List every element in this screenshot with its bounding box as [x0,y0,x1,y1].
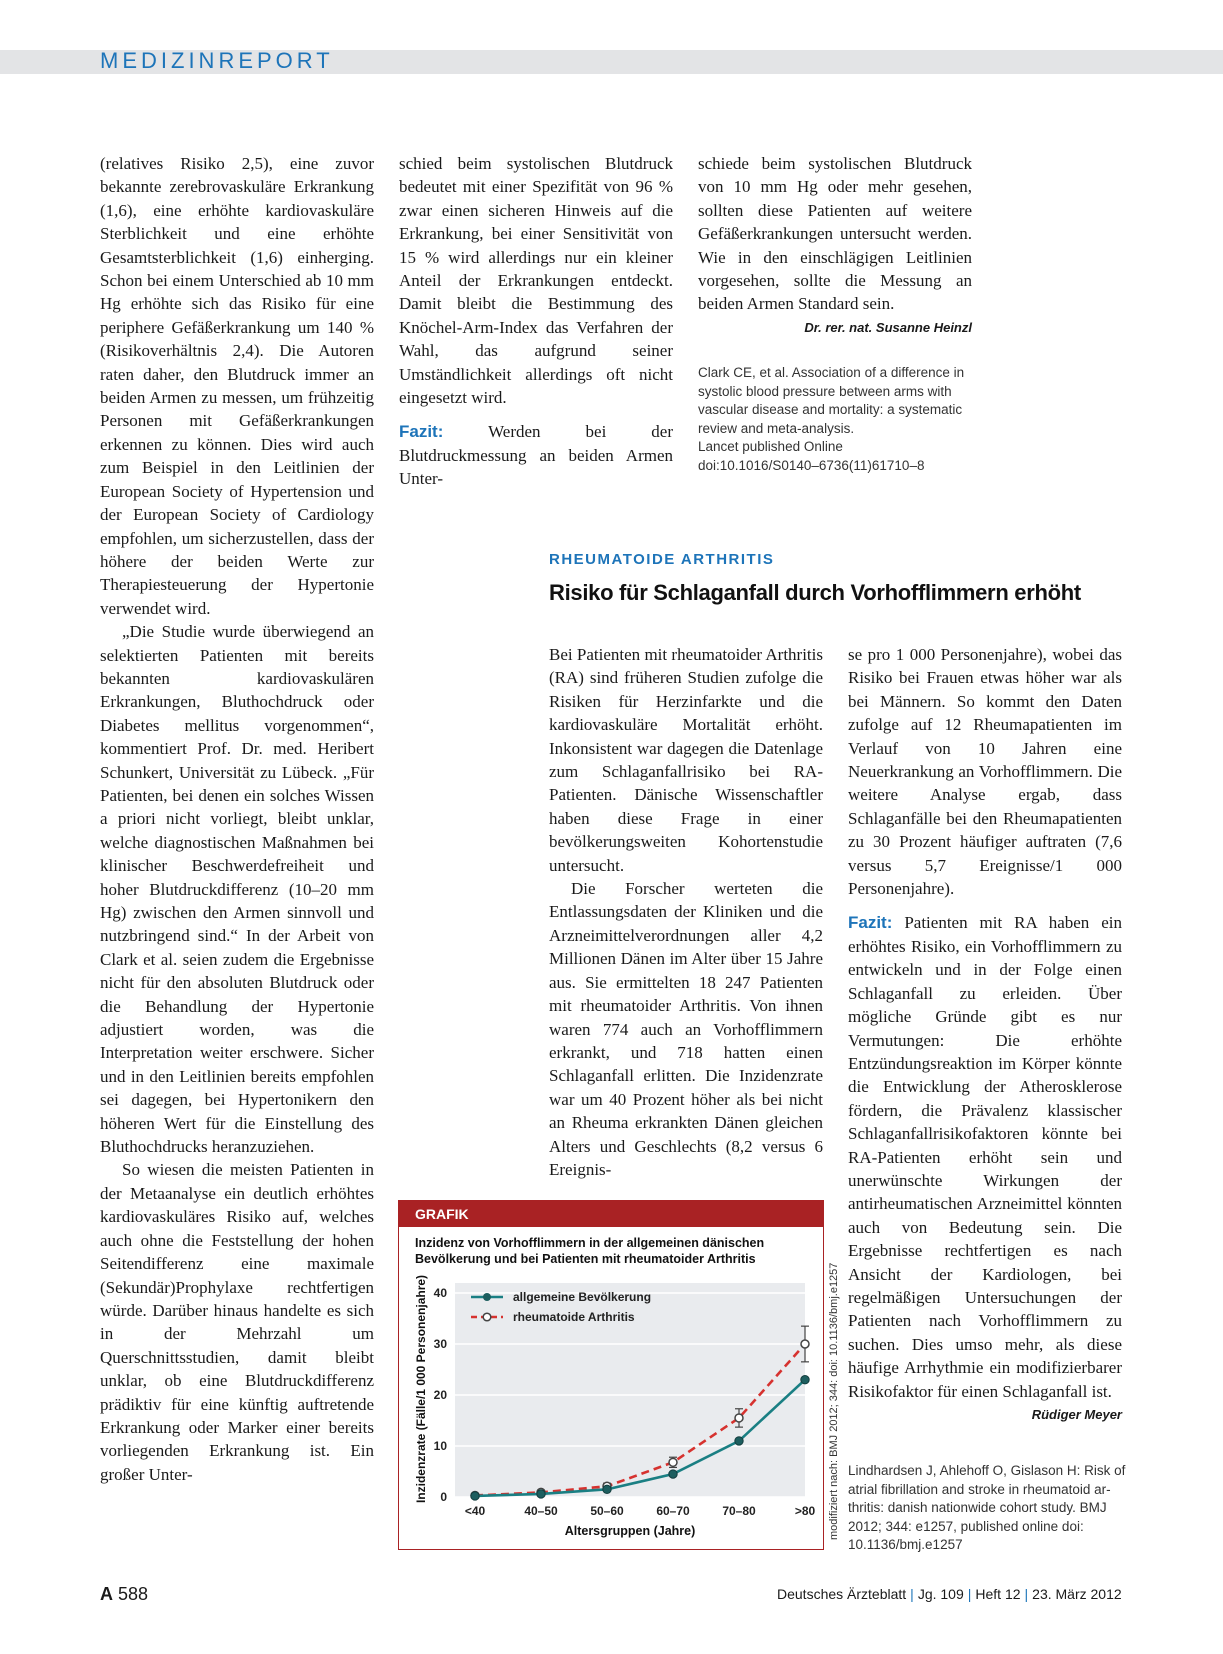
fazit-text: Patienten mit RA haben ein erhöhtes Risiko, ein Vorhofflimmern zu entwickeln und in der Folge einen Schlaganfall zu erleiden. Über mögliche Gründe gibt es nur Vermutungen: Die erhöhte Entzündungsreaktion im Körper könnte die Entwicklung der Atherosklerose fördern, die Prävalenz klassischer Schlaganfallrisikofaktoren könnte bei RA-Patienten erhöht sein und unerwünschte Wirkungen der antirheumatischen Arzneimittel könnten auch von Bedeutung sein. Die Ergebnisse rechtfertigen es nach Ansicht der Kardiologen, bei regelmäßigen Untersuchungen der Patienten nach Vorhofflimmern zu suchen. Dies umso mehr, als diese häufige Arrhythmie ein modifizierbarer Risikofaktor für einen Schlaganfall ist. [848,913,1123,1401]
x-tick-label: >80 [794,1504,816,1518]
graphic-title: Inzidenz von Vorhofflimmern in der allgemeinen dänischen Bevölkerung und bei Patienten mit rheumatoider Arthritis [415,1236,765,1266]
paragraph: Bei Patienten mit rheumatoider Arthritis (RA) sind früheren Studien zufolge die Risiken für Herzinfarkte und die kardiovaskuläre Mortalität erhöht. Inkonsistent war dagegen die Datenlage zum Schlaganfallrisiko bei RA-Patienten. Dänische Wissenschaftler haben diese Frage in einer bevölkerungsweiten Kohortenstudie untersucht. [549,645,823,875]
author-signature: Rüdiger Meyer [1031,1407,1122,1422]
reference-line: Lancet published Online [698,439,843,454]
footer-separator: | [1024,1586,1029,1602]
y-tick-label: 20 [433,1388,447,1402]
y-tick-label: 30 [433,1337,447,1351]
page-number-value: 588 [118,1584,149,1604]
paragraph-text: schiede beim systolischen Blutdruck von 10 mm Hg oder mehr gesehen, sollten diese Patienten auf weitere Gefäßerkrankungen untersucht werden. Wie in den einschlägigen Leitlinien vorgesehen, sollte die Messung an beiden Armen Standard sein. [698,154,972,314]
graphic-box [398,1200,824,1550]
legend-label: allgemeine Bevölkerung [513,1290,652,1304]
journal-name: Deutsches Ärzteblatt [777,1586,907,1602]
graphic-source-note: modifiziert nach: BMJ 2012; 344: doi: 10.1136/bmj.e1257 [828,1262,840,1540]
x-tick-label: 50–60 [590,1504,624,1518]
data-point [603,1485,611,1493]
legend-marker [483,1313,491,1321]
journal-date: 23. März 2012 [1032,1586,1122,1602]
x-tick-label: 60–70 [656,1504,690,1518]
paragraph: (relatives Risiko 2,5), eine zuvor bekannte zerebrovaskuläre Erkrankung (1,6), eine erhöhte kardiovaskuläre Sterblichkeit und eine erhöhte Gesamtsterblichkeit (1,6) einherging. Schon bei einem Unterschied ab 10 mm Hg erhöhte sich das Risiko für eine periphere Gefäßerkrankung um 140 % (Risikoverhältnis 2,4). Die Autoren raten daher, den Blutdruck immer an beiden Armen zu messen, um frühzeitig Personen mit Gefäßerkrankungen erkennen zu können. Dies wird auch zum Beispiel in den Leitlinien der European Society of Hypertension und der European Society of Cardiology empfohlen, um sicherzustellen, dass der höhere der beiden Werte zur Therapiesteuerung der Hypertonie verwendet wird. [100,154,374,618]
paragraph: Die Forscher werteten die Entlassungsdaten der Kliniken und die Arzneimittelverordnungen aller 4,2 Millionen Dänen im Alter über 15 Jahre aus. Sie ermittelten 18 247 Patienten mit rheumatoider Arthritis. Von ihnen waren 774 auch an Vorhofflimmern erkrankt, und 718 hatten einen Schlaganfall erlitten. Die Inzidenzrate war um 40 Prozent höher als bei nicht an Rheuma erkrankten Dänen gleichen Alters und Geschlechts (8,2 versus 6 Ereignis- [549,879,823,1179]
journal-volume: Jg. 109 [917,1586,964,1602]
reference-line: 10.1136/bmj.e1257 [848,1537,963,1552]
page-number [100,1584,148,1605]
data-point [801,1376,809,1384]
reference-line: vascular disease and mortality: a systematic [698,402,963,417]
fazit-paragraph [399,420,673,490]
y-tick-label: 10 [433,1439,447,1453]
section-name: MEDIZINREPORT [100,48,334,73]
reference-line: 2012; 344: e1257, published online doi: [848,1518,1084,1534]
fazit-label: Fazit: [848,913,893,933]
reference-line: Clark CE, et al. Association of a difference in [698,365,965,380]
reference-line: review and meta-analysis. [698,420,855,436]
x-tick-label: <40 [464,1504,486,1518]
article2-column-b [848,643,1122,1426]
data-point [669,1458,677,1466]
legend-label: rheumatoide Arthritis [513,1310,635,1324]
column-2 [399,152,673,491]
paragraph: se pro 1 000 Personenjahre), wobei das Risiko bei Frauen etwas höher war als bei Männern. So kommt den Daten zufolge auf 12 Rheumapatienten im Verlauf von 10 Jahren eine Neuerkrankung an Vorhofflimmern. Die weitere Analyse ergab, dass Schlaganfälle bei den Rheumapatienten zu 30 Prozent häufiger auftraten (7,6 versus 5,7 Ereignisse/1 000 Personenjahre). [848,645,1122,899]
journal-issue: Heft 12 [975,1586,1021,1602]
article-kicker: RHEUMATOIDE ARTHRITIS [549,551,775,568]
fazit-label: Fazit: [399,422,444,442]
data-point [669,1470,677,1478]
paragraph [698,152,972,335]
legend-marker [483,1293,491,1301]
column-3 [698,152,972,339]
reference-1 [698,364,978,475]
reference-line: thritis: danish nationwide cohort study. BMJ [848,1500,1107,1515]
reference-line: doi:10.1016/S0140–6736(11)61710–8 [698,457,925,473]
page-prefix: A [100,1584,113,1604]
paragraph: So wiesen die meisten Patienten in der Metaanalyse ein deutlich erhöhtes kardiovaskuläres Risiko auf, welches auch ohne die Feststellung der hohen Seitendifferenz eine maximale (Sekundär)Prophylaxe rechtfertigen würde. Darüber hinaus handelte es sich in der Mehrzahl um Querschnittsstudien, damit bleibt unklar, ob eine Blutdruckdifferenz prädiktiv für eine künftig auftretende Erkrankung oder Marker einer bereits vorliegenden Erkrankung ist. Ein großer Unter- [100,1160,374,1484]
x-tick-label: 40–50 [524,1504,558,1518]
paragraph: „Die Studie wurde überwiegend an selektierten Patienten mit bereits bekannten kardiovaskulären Erkrankungen, Bluthochdruck oder Diabetes mellitus vorgenommen“, kommentiert Prof. Dr. med. Heribert Schunkert, Universität zu Lübeck. „Für Patienten, bei denen ein solches Wissen a priori nicht vorliegt, bleibt unklar, welche diagnostischen Maßnahmen bei klinischer Beschwerdefreiheit und hoher Blutdruckdifferenz (10–20 mm Hg) zwischen den Armen sinnvoll und nutzbringend sind.“ In der Arbeit von Clark et al. seien zudem die Ergebnisse nicht für den absoluten Blutdruck oder die Behandlung der Hypertonie adjustiert worden, was die Interpretation weiter erschwere. Sicher und in den Leitlinien bereits empfohlen sei dagegen, bei Hypertonikern den höheren Wert für die Einstellung des Bluthochdrucks heranzuziehen. [100,622,374,1157]
data-point [801,1340,809,1348]
article2-column-a [549,643,823,1181]
reference-line: systolic blood pressure between arms with [698,383,952,399]
data-point [471,1492,479,1500]
author-signature: Dr. rer. nat. Susanne Heinzl [804,319,972,335]
graphic-label: GRAFIK [399,1201,823,1227]
footer-separator: | [967,1586,972,1602]
reference-line: Lindhardsen J, Ahlehoff O, Gislason H: Risk of [848,1463,1126,1478]
journal-footer [777,1586,1122,1602]
data-point [735,1414,743,1422]
column-1 [100,152,374,1486]
x-axis-label: Altersgruppen (Jahre) [564,1524,696,1538]
data-point [537,1490,545,1498]
y-tick-label: 0 [440,1490,447,1504]
footer-separator: | [910,1586,914,1602]
y-tick-label: 40 [433,1286,447,1300]
incidence-chart [399,1201,823,1549]
paragraph: schied beim systolischen Blutdruck bedeutet mit einer Spezifität von 96 % zwar einen sicheren Hinweis auf die Erkrankung, bei einer Sensitivität von 15 % wird allerdings nur ein kleiner Anteil der Erkrankungen entdeckt. Damit bleibt die Bestimmung des Knöchel-Arm-Index das Verfahren der Wahl, das aufgrund seiner Umständlichkeit allerdings oft nicht eingesetzt wird. [399,154,673,408]
y-axis-label: Inzidenzrate (Fälle/1 000 Personenjahre) [414,1274,428,1504]
fazit-text: Werden bei der Blutdruckmessung an beiden Armen Unter- [399,422,673,489]
data-point [735,1437,743,1445]
fazit-paragraph [848,911,1122,1403]
reference-line: atrial fibrillation and stroke in rheumatoid ar- [848,1481,1111,1497]
x-tick-label: 70–80 [722,1504,756,1518]
article-headline: Risiko für Schlaganfall durch Vorhofflimmern erhöht [549,580,1081,605]
reference-2 [848,1462,1128,1555]
